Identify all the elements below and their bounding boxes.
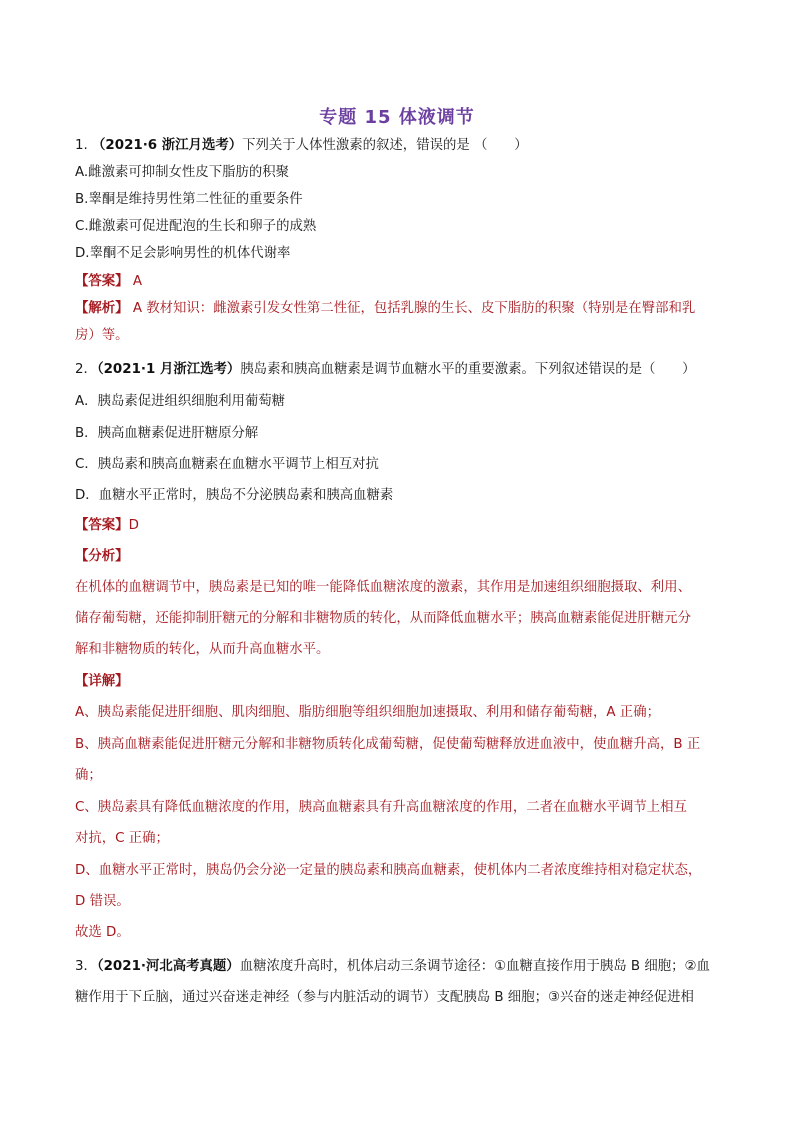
question-text: 下列关于人体性激素的叙述，错误的是 （ ） [242, 138, 528, 153]
question-number: 3． [75, 959, 97, 974]
option-b: B．胰高血糖素促进肝糖原分解 [75, 426, 259, 441]
detail-line: C、胰岛素具有降低血糖浓度的作用，胰高血糖素具有升高血糖浓度的作用，二者在血糖水平调节上相互 [75, 800, 687, 815]
option-a: A.雌激素可抑制女性皮下脂肪的积聚 [75, 165, 290, 180]
answer-label: 【答案】 [75, 274, 129, 289]
question-number: 1. [75, 138, 88, 153]
detail-line: 故选 D。 [75, 925, 130, 940]
detail-label: 【详解】 [75, 674, 129, 689]
analysis-label: 【解析】 [75, 301, 129, 316]
answer-row [75, 516, 725, 536]
option-b: B.睾酮是维持男性第二性征的重要条件 [75, 192, 303, 207]
detail-line: 确； [75, 768, 102, 783]
question-source: （2021·河北高考真题） [96, 959, 240, 974]
analysis-line: 储存葡萄糖，还能抑制肝糖元的分解和非糖物质的转化，从而降低血糖水平；胰高血糖素能促进肝糖元分 [75, 611, 691, 626]
option-c: C.雌激素可促进配泡的生长和卵子的成熟 [75, 219, 317, 234]
question-number: 2． [75, 362, 97, 377]
question-1-stem [75, 136, 725, 156]
question-3-stem-continued: 糖作用于下丘脑，通过兴奋迷走神经（参与内脏活动的调节）支配胰岛 B 细胞；③兴奋的迷走神经促进相 [75, 990, 694, 1005]
question-3-stem [75, 957, 725, 977]
analysis-line: 解和非糖物质的转化，从而升高血糖水平。 [75, 642, 330, 657]
answer-row [75, 272, 725, 292]
option-c: C．胰岛素和胰高血糖素在血糖水平调节上相互对抗 [75, 457, 379, 472]
detail-line: 对抗，C 正确； [75, 831, 169, 846]
analysis-text: A 教材知识：雌激素引发女性第二性征，包括乳腺的生长、皮下脂肪的积聚（特别是在臀部和乳 [132, 301, 696, 316]
detail-line: A、胰岛素能促进肝细胞、肌肉细胞、脂肪细胞等组织细胞加速摄取、利用和储存葡萄糖，A 正确； [75, 705, 660, 720]
analysis-line: 在机体的血糖调节中，胰岛素是已知的唯一能降低血糖浓度的激素，其作用是加速组织细胞摄取、利用、 [75, 580, 691, 595]
analysis-row [75, 299, 725, 319]
option-d: D．血糖水平正常时，胰岛不分泌胰岛素和胰高血糖素 [75, 488, 394, 503]
question-source: （2021·6 浙江月选考） [92, 138, 243, 153]
detail-line: D、血糖水平正常时，胰岛仍会分泌一定量的胰岛素和胰高血糖素，使机体内二者浓度维持相对稳定状态， [75, 863, 702, 878]
answer-label: 【答案】 [75, 518, 129, 533]
option-a: A．胰岛素促进组织细胞利用葡萄糖 [75, 394, 286, 409]
detail-line: D 错误。 [75, 894, 130, 909]
analysis-text-continued: 房）等。 [75, 328, 129, 343]
question-text: 胰岛素和胰高血糖素是调节血糖水平的重要激素。下列叙述错误的是（ ） [240, 362, 696, 377]
detail-line: B、胰高血糖素能促进肝糖元分解和非糖物质转化成葡萄糖，促使葡萄糖释放进血液中，使血糖升高，B 正 [75, 737, 701, 752]
question-text: 血糖浓度升高时，机体启动三条调节途径：①血糖直接作用于胰岛 B 细胞；②血 [239, 959, 710, 974]
question-2-stem [75, 360, 725, 380]
option-d: D.睾酮不足会影响男性的机体代谢率 [75, 246, 291, 261]
question-source: （2021·1 月浙江选考） [96, 362, 241, 377]
answer-value: D [128, 518, 139, 533]
answer-value: A [132, 274, 142, 289]
page-title: 专题 15 体液调节 [319, 107, 475, 128]
analysis-label: 【分析】 [75, 549, 129, 564]
